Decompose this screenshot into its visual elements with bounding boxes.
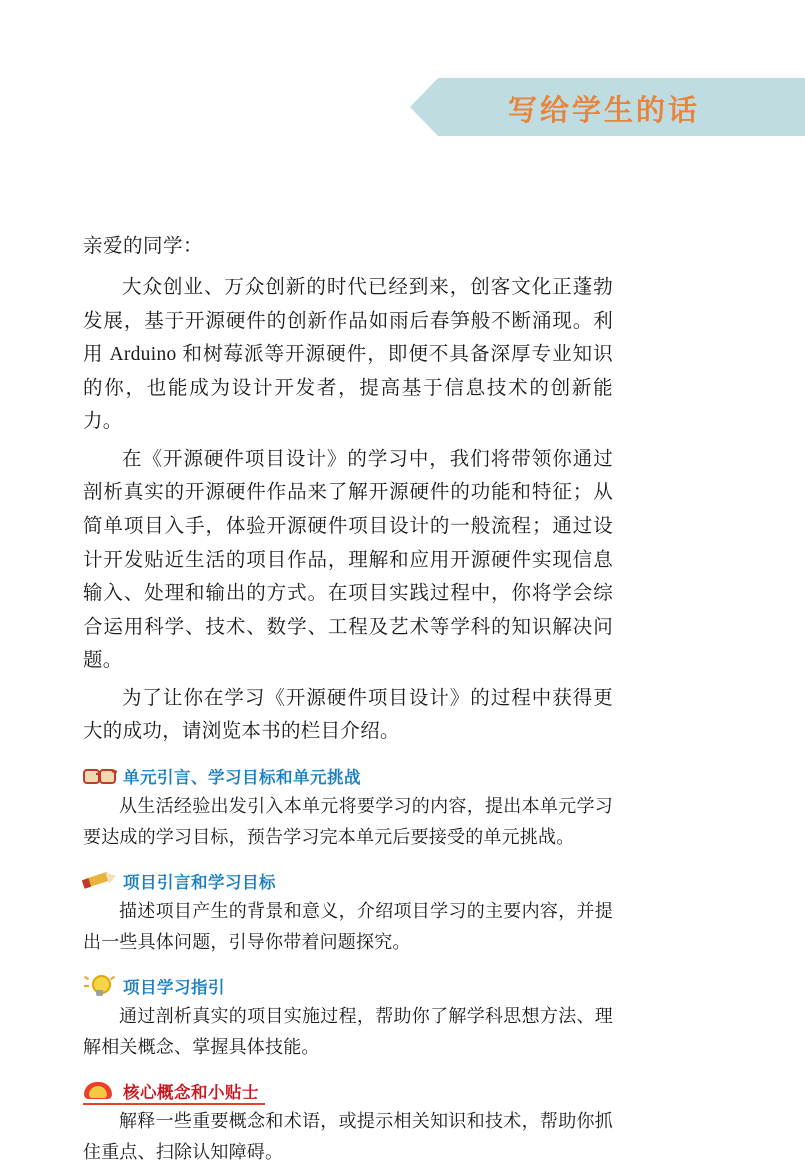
page-header-banner — [438, 78, 805, 136]
section-title: 项目引言和学习目标 — [123, 872, 276, 892]
letter-paragraph-2: 在《开源硬件项目设计》的学习中，我们将带领你通过剖析真实的开源硬件作品来了解开源硬件的功能和特征；从简单项目入手，体验开源硬件项目设计的一般流程；通过设计开发贴近生活的项目作品，理解和应用开源硬件实现信息输入、处理和输出的方式。在项目实践过程中，你将学会综合运用科学、技术、数学、工程及艺术等学科的知识解决问题。 — [83, 448, 613, 672]
section-title: 核心概念和小贴士 — [123, 1082, 259, 1102]
section-body: 通过剖析真实的项目实施过程，帮助你了解学科思想方法、理解相关概念、掌握具体技能。 — [83, 1005, 613, 1058]
banner-notch-shape — [410, 78, 438, 136]
page-title: 写给学生的话 — [508, 93, 701, 127]
letter-content — [83, 232, 613, 1169]
glasses-icon — [83, 763, 117, 789]
section-unit-intro — [83, 763, 613, 854]
section-body: 从生活经验出发引入本单元将要学习的内容，提出本单元学习要达成的学习目标，预告学习完本单元后要接受的单元挑战。 — [83, 795, 613, 848]
section-heading — [83, 973, 613, 999]
salutation: 亲爱的同学： — [83, 236, 204, 257]
section-title: 项目学习指引 — [123, 977, 225, 997]
bulb-icon — [83, 973, 117, 999]
section-core-concepts — [83, 1078, 613, 1169]
section-title: 单元引言、学习目标和单元挑战 — [123, 767, 361, 787]
letter-paragraph-3: 为了让你在学习《开源硬件项目设计》的过程中获得更大的成功，请浏览本书的栏目介绍。 — [83, 687, 613, 743]
letter-paragraph-1: 大众创业、万众创新的时代已经到来，创客文化正蓬勃发展，基于开源硬件的创新作品如雨后春笋般不断涌现。利用 Arduino 和树莓派等开源硬件，即便不具备深厚专业知识的你，也能成为设计开发者，提高基于信息技术的创新能力。 — [83, 277, 613, 433]
section-body: 解释一些重要概念和术语，或提示相关知识和技术，帮助你抓住重点、扫除认知障碍。 — [83, 1110, 613, 1163]
section-heading — [83, 763, 613, 789]
section-body: 描述项目产生的背景和意义，介绍项目学习的主要内容，并提出一些具体问题，引导你带着问题探究。 — [83, 900, 613, 953]
section-project-intro — [83, 868, 613, 959]
section-project-guide — [83, 973, 613, 1064]
section-heading — [83, 868, 613, 894]
section-heading — [83, 1078, 613, 1104]
shell-icon — [83, 1078, 117, 1104]
pencil-icon — [83, 868, 117, 894]
